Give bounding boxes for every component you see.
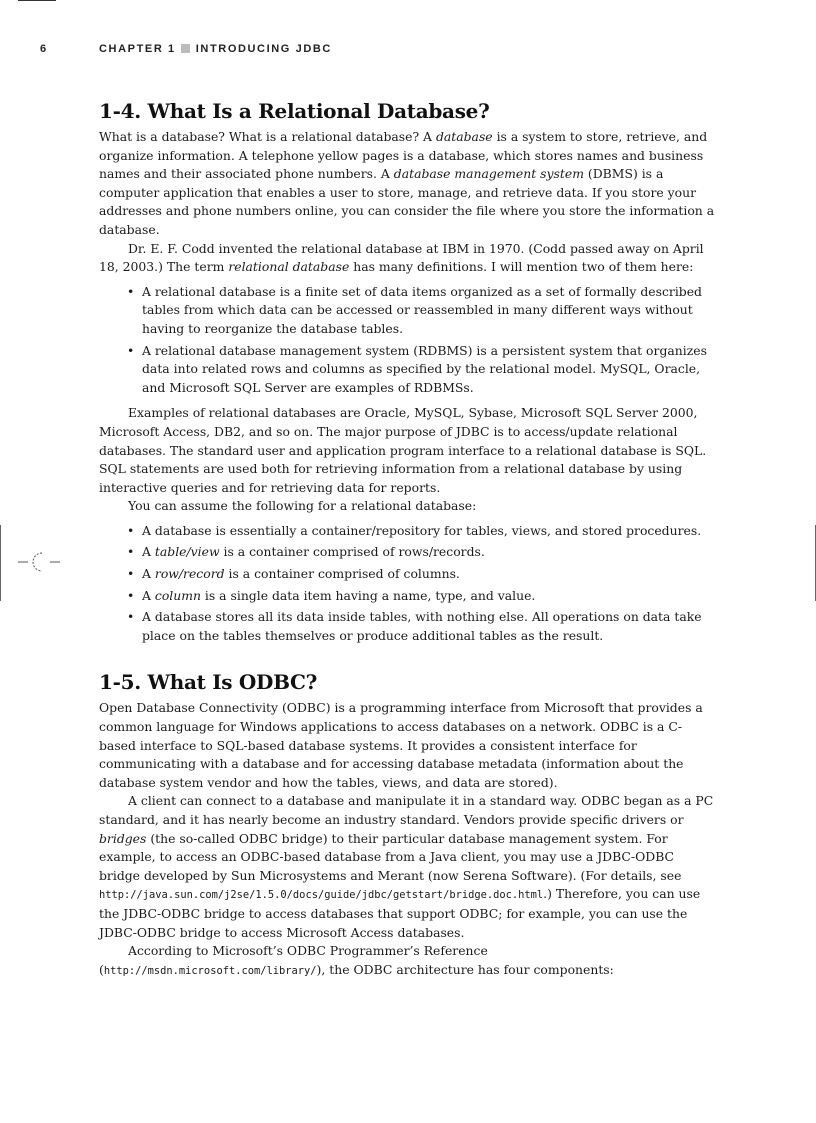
crop-mark <box>18 0 56 1</box>
text-run: According to Microsoft’s ODBC Programmer’s Reference ( <box>99 943 488 977</box>
text-run: A <box>142 544 155 560</box>
page-number: 6 <box>40 43 47 55</box>
list-item <box>99 587 717 606</box>
emphasis-term: database <box>435 129 493 144</box>
assumption-list <box>99 522 717 646</box>
paragraph <box>99 792 717 942</box>
text-run: (DBMS) is a computer application that enables a user to store, manage, and retrieve data. If you store your addresses and phone numbers online, you can consider the file where you store the information a database. <box>99 166 715 237</box>
emphasis-term: database management system <box>393 166 584 182</box>
list-item <box>99 565 717 584</box>
text-run: What is a database? What is a relational database? A <box>99 129 436 144</box>
registration-line-left <box>0 525 1 601</box>
emphasis-term: bridges <box>99 830 147 846</box>
chapter-label: CHAPTER 1 <box>99 43 176 55</box>
paragraph <box>99 240 717 277</box>
emphasis-term: row/record <box>154 566 225 582</box>
text-run: A <box>142 566 155 582</box>
text-run: is a system to store, retrieve, and organize information. A telephone yellow pages is a database, which stores names and business names and their associated phone numbers. A <box>99 129 708 182</box>
paragraph <box>99 942 717 980</box>
registration-mark-icon <box>16 549 62 575</box>
text-run: is a container comprised of columns. <box>224 566 460 582</box>
list-item: • A database is essentially a container/repository for tables, views, and stored procedures. <box>99 522 717 541</box>
text-run: (the so-called ODBC bridge) to their particular database management system. For example, to access an ODBC-based database from a Java client, you may use a JDBC-ODBC bridge developed by Sun Microsystems and Merant (now Serena Software). (For details, see <box>99 830 682 883</box>
section-heading-odbc: 1-5. What Is ODBC? <box>99 670 318 695</box>
paragraph <box>99 128 717 240</box>
text-run: A client can connect to a database and manipulate it in a standard way. ODBC began as a PC standard, and it has nearly become an industry standard. Vendors provide specific drivers or <box>99 793 714 827</box>
text-run: has many definitions. I will mention two of them here: <box>349 259 694 275</box>
section-spacer <box>99 652 717 668</box>
text-run: is a single data item having a name, type, and value. <box>200 587 536 603</box>
text-run: .) Therefore, you can use the JDBC-ODBC bridge to access databases that support ODBC; for example, you can use the JDBC-ODBC bridge to access Microsoft Access databases. <box>99 886 701 940</box>
list-item: • A database stores all its data inside tables, with nothing else. All operations on data take place on the tables themselves or produce additional tables as the result. <box>99 608 717 645</box>
list-item: • A relational database is a finite set of data items organized as a set of formally described tables from which data can be accessed or reassembled in many different ways without having to reorganize the database tables. <box>99 283 717 339</box>
running-head <box>40 43 332 55</box>
square-separator-icon <box>181 44 190 53</box>
paragraph: You can assume the following for a relational database: <box>128 498 477 514</box>
definition-list <box>99 283 717 398</box>
chapter-title: INTRODUCING JDBC <box>195 43 332 55</box>
page-body <box>99 97 717 980</box>
emphasis-term: column <box>154 587 201 603</box>
text-run: Dr. E. F. Codd invented the relational database at IBM in 1970. (Codd passed away on April 18, 2003.) The term <box>99 240 704 275</box>
url-link[interactable]: http://msdn.microsoft.com/library/ <box>103 964 317 977</box>
list-item <box>99 543 717 562</box>
list-item: • A relational database management system (RDBMS) is a persistent system that organizes data into related rows and columns as specified by the relational model. MySQL, Oracle, and Microsoft SQL Server are examples of RDBMSs. <box>99 342 717 398</box>
emphasis-term: relational database <box>228 259 350 275</box>
emphasis-term: table/view <box>154 544 220 560</box>
text-run: ), the ODBC architecture has four components: <box>316 961 614 977</box>
url-link[interactable]: http://java.sun.com/j2se/1.5.0/docs/guide/jdbc/getstart/bridge.doc.html <box>99 889 544 902</box>
paragraph: Open Database Connectivity (ODBC) is a programming interface from Microsoft that provides a common language for Windows applications to access databases on a network. ODBC is a C-based interface to SQL-based database systems. It provides a consistent interface for communicating with a database and for accessing database metadata (information about the database system vendor and how the tables, views, and data are stored). <box>99 700 703 790</box>
text-run: A <box>142 587 155 603</box>
section-heading-relational-database: 1-4. What Is a Relational Database? <box>99 99 490 123</box>
paragraph: Examples of relational databases are Oracle, MySQL, Sybase, Microsoft SQL Server 2000, Microsoft Access, DB2, and so on. The major purpose of JDBC is to access/update relational databases. The standard user and application program interface to a relational database is SQL. SQL statements are used both for retrieving information from a relational database by using interactive queries and for retrieving data for reports. <box>99 405 707 495</box>
text-run: is a container comprised of rows/records. <box>219 544 485 560</box>
